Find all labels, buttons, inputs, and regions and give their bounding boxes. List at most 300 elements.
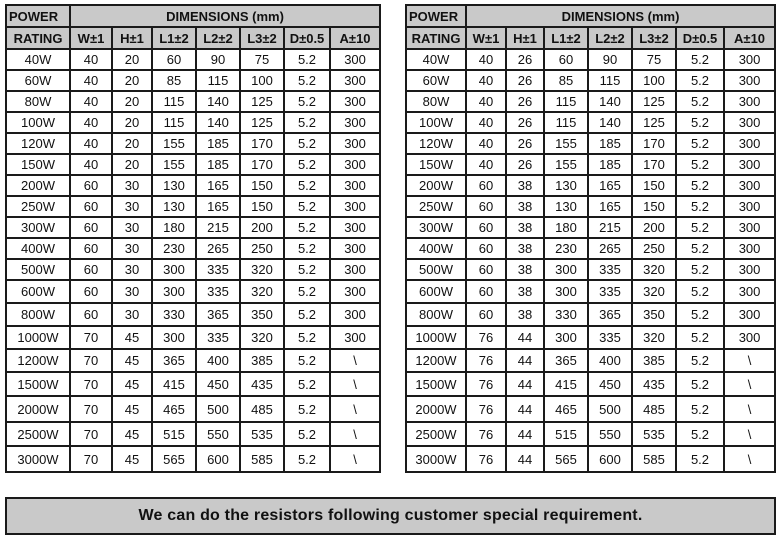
dimension-cell: 300 (330, 70, 380, 91)
dimension-cell: 140 (588, 91, 632, 112)
dimension-cell: 75 (632, 49, 676, 70)
dimension-cell: 500 (196, 396, 240, 422)
power-rating-cell: 60W (406, 70, 466, 91)
dimension-cell: 300 (724, 238, 775, 259)
dimension-cell: 5.2 (676, 91, 724, 112)
dimension-cell: 365 (152, 349, 196, 372)
dimension-cell: 185 (196, 133, 240, 154)
dimension-cell: 125 (632, 91, 676, 112)
table-row (6, 280, 380, 303)
dimension-cell: 330 (152, 303, 196, 326)
power-rating-cell: 1000W (6, 326, 70, 349)
dimension-cell: 300 (724, 133, 775, 154)
footer-note: We can do the resistors following customer special requirement. (5, 497, 776, 535)
dimension-cell: 60 (70, 238, 112, 259)
dimension-cell: 40 (466, 112, 506, 133)
table-row (406, 349, 775, 372)
dimension-cell: 26 (506, 112, 544, 133)
dimension-cell: 30 (112, 196, 152, 217)
dimension-cell: 300 (724, 259, 775, 280)
dimension-cell: 320 (632, 259, 676, 280)
table-row (6, 91, 380, 112)
dimension-cell: 465 (544, 396, 588, 422)
power-header: POWER (6, 5, 70, 27)
dimension-cell: 125 (632, 112, 676, 133)
dimension-cell: 125 (240, 91, 284, 112)
dimension-cell: 400 (588, 349, 632, 372)
dimension-cell: 300 (724, 70, 775, 91)
power-rating-cell: 500W (406, 259, 466, 280)
dimension-cell: 350 (632, 303, 676, 326)
dimension-cell: \ (330, 349, 380, 372)
dimension-cell: 76 (466, 422, 506, 446)
dimension-cell: 60 (70, 217, 112, 238)
dimension-cell: 250 (632, 238, 676, 259)
dimension-cell: 300 (544, 259, 588, 280)
table-row (406, 217, 775, 238)
dimension-cell: 20 (112, 49, 152, 70)
col-header: H±1 (112, 27, 152, 49)
table-row (406, 196, 775, 217)
dimension-cell: 40 (70, 154, 112, 175)
dimension-cell: 20 (112, 112, 152, 133)
dimension-cell: 300 (330, 303, 380, 326)
dimension-cell: 465 (152, 396, 196, 422)
col-header: L1±2 (544, 27, 588, 49)
dimension-cell: 385 (632, 349, 676, 372)
power-rating-cell: 600W (406, 280, 466, 303)
col-header: D±0.5 (284, 27, 330, 49)
dimension-cell: 60 (466, 196, 506, 217)
dimension-cell: 130 (152, 196, 196, 217)
dimension-cell: 5.2 (284, 49, 330, 70)
dimension-cell: 350 (240, 303, 284, 326)
dimension-cell: 5.2 (284, 91, 330, 112)
power-rating-cell: 80W (406, 91, 466, 112)
dimension-cell: 38 (506, 196, 544, 217)
dimension-cell: \ (330, 446, 380, 472)
dimension-cell: 215 (588, 217, 632, 238)
dimension-cell: 5.2 (284, 396, 330, 422)
dimension-cell: 335 (588, 259, 632, 280)
table-row (6, 196, 380, 217)
dimension-cell: 5.2 (676, 280, 724, 303)
dimension-cell: 115 (544, 112, 588, 133)
dimension-cell: 515 (152, 422, 196, 446)
power-rating-cell: 300W (6, 217, 70, 238)
dimension-cell: 5.2 (676, 303, 724, 326)
dimension-cell: 600 (588, 446, 632, 472)
dimension-cell: 300 (544, 280, 588, 303)
power-header: POWER (406, 5, 466, 27)
dimension-cell: 565 (152, 446, 196, 472)
dimension-cell: 76 (466, 349, 506, 372)
power-rating-cell: 1200W (406, 349, 466, 372)
power-rating-cell: 2000W (406, 396, 466, 422)
table-row (6, 372, 380, 396)
dimension-cell: \ (330, 372, 380, 396)
dimension-cell: \ (330, 396, 380, 422)
dimension-cell: 76 (466, 446, 506, 472)
dimension-cell: 115 (152, 91, 196, 112)
dimension-cell: 70 (70, 396, 112, 422)
dimension-cell: 60 (152, 49, 196, 70)
col-header: W±1 (70, 27, 112, 49)
dimension-cell: 45 (112, 349, 152, 372)
dimension-cell: 565 (544, 446, 588, 472)
power-rating-cell: 2500W (6, 422, 70, 446)
dimension-cell: 150 (632, 175, 676, 196)
dimension-cell: \ (724, 396, 775, 422)
dimension-cell: 5.2 (284, 326, 330, 349)
table-row (6, 49, 380, 70)
dimension-cell: 485 (240, 396, 284, 422)
dimension-cell: 5.2 (284, 217, 330, 238)
dimension-cell: 300 (544, 326, 588, 349)
dimension-cell: 320 (632, 326, 676, 349)
power-rating-cell: 120W (6, 133, 70, 154)
dimension-cell: 5.2 (284, 349, 330, 372)
table-row (6, 326, 380, 349)
power-rating-cell: 150W (406, 154, 466, 175)
dimension-cell: 5.2 (284, 280, 330, 303)
spec-table-left (5, 4, 381, 473)
dimension-cell: 26 (506, 154, 544, 175)
dimension-cell: 300 (152, 280, 196, 303)
table-row (406, 133, 775, 154)
dimension-cell: 185 (588, 133, 632, 154)
table-row (406, 446, 775, 472)
power-rating-cell: 40W (6, 49, 70, 70)
dimension-cell: 415 (152, 372, 196, 396)
dimension-cell: \ (724, 349, 775, 372)
dimension-cell: \ (724, 372, 775, 396)
power-rating-cell: 250W (6, 196, 70, 217)
dimension-cell: 330 (544, 303, 588, 326)
dimension-cell: 60 (70, 196, 112, 217)
dimension-cell: 300 (724, 112, 775, 133)
spec-table-right (405, 4, 776, 473)
dimension-cell: 180 (152, 217, 196, 238)
dimension-cell: 300 (330, 154, 380, 175)
table-row (406, 238, 775, 259)
dimension-cell: 170 (240, 154, 284, 175)
dimension-cell: 535 (240, 422, 284, 446)
dimension-cell: 300 (330, 259, 380, 280)
dimension-cell: 5.2 (284, 196, 330, 217)
col-header: L1±2 (152, 27, 196, 49)
dimension-cell: \ (330, 422, 380, 446)
dimension-cell: 115 (544, 91, 588, 112)
power-rating-cell: 3000W (6, 446, 70, 472)
power-rating-cell: 120W (406, 133, 466, 154)
power-rating-cell: 2000W (6, 396, 70, 422)
dimension-cell: 20 (112, 91, 152, 112)
dimension-cell: 60 (466, 217, 506, 238)
dimension-cell: 85 (152, 70, 196, 91)
table-row (406, 372, 775, 396)
dimension-cell: 250 (240, 238, 284, 259)
dimension-cell: 40 (70, 70, 112, 91)
col-header: D±0.5 (676, 27, 724, 49)
dimension-cell: 85 (544, 70, 588, 91)
dimension-cell: 300 (724, 326, 775, 349)
power-rating-cell: 400W (406, 238, 466, 259)
dimension-cell: 585 (240, 446, 284, 472)
dimension-cell: 585 (632, 446, 676, 472)
dimension-cell: 180 (544, 217, 588, 238)
dimension-cell: 215 (196, 217, 240, 238)
dimension-cell: 45 (112, 326, 152, 349)
dimension-cell: 335 (196, 326, 240, 349)
dimension-cell: 70 (70, 422, 112, 446)
dimension-cell: 485 (632, 396, 676, 422)
dimension-cell: 115 (152, 112, 196, 133)
dimension-cell: 300 (330, 326, 380, 349)
col-header: L3±2 (240, 27, 284, 49)
dimension-cell: \ (724, 446, 775, 472)
dimension-cell: 30 (112, 238, 152, 259)
power-rating-cell: 40W (406, 49, 466, 70)
dimension-cell: 5.2 (284, 112, 330, 133)
dimension-cell: 5.2 (676, 196, 724, 217)
dimension-cell: 26 (506, 49, 544, 70)
header-row (6, 5, 380, 27)
dimension-cell: 38 (506, 175, 544, 196)
dimension-cell: 300 (330, 217, 380, 238)
dimension-cell: 76 (466, 326, 506, 349)
dimension-cell: 550 (196, 422, 240, 446)
table-row (406, 175, 775, 196)
dimension-cell: 300 (330, 280, 380, 303)
dimension-cell: 5.2 (284, 446, 330, 472)
dimension-cell: 30 (112, 217, 152, 238)
dimension-cell: 30 (112, 303, 152, 326)
dimension-cell: 40 (466, 70, 506, 91)
dimension-cell: 185 (588, 154, 632, 175)
dimension-cell: 38 (506, 303, 544, 326)
dimension-cell: 5.2 (284, 422, 330, 446)
table-row (406, 422, 775, 446)
dimension-cell: 5.2 (676, 372, 724, 396)
dimension-cell: 170 (632, 154, 676, 175)
dimension-cell: 300 (724, 175, 775, 196)
dimension-cell: 140 (588, 112, 632, 133)
table-row (406, 70, 775, 91)
dimension-cell: 300 (724, 303, 775, 326)
table-row (6, 70, 380, 91)
dimension-cell: 170 (632, 133, 676, 154)
power-rating-cell: 200W (406, 175, 466, 196)
dimension-cell: 5.2 (676, 446, 724, 472)
dimension-cell: 40 (466, 133, 506, 154)
table-row (406, 91, 775, 112)
dimension-cell: 155 (152, 154, 196, 175)
dimension-cell: 5.2 (284, 238, 330, 259)
dimension-cell: 100 (240, 70, 284, 91)
table-row (406, 303, 775, 326)
dimension-cell: 5.2 (676, 154, 724, 175)
dimension-cell: 5.2 (676, 396, 724, 422)
dimension-cell: 130 (544, 196, 588, 217)
dimension-cell: 30 (112, 175, 152, 196)
dimension-cell: 70 (70, 446, 112, 472)
dimension-cell: 60 (466, 175, 506, 196)
dimension-cell: 20 (112, 70, 152, 91)
dimension-cell: 40 (70, 91, 112, 112)
dimension-cell: 155 (544, 154, 588, 175)
dimension-cell: 60 (70, 280, 112, 303)
col-header: W±1 (466, 27, 506, 49)
rating-header: RATING (406, 27, 466, 49)
power-rating-cell: 100W (6, 112, 70, 133)
power-rating-cell: 80W (6, 91, 70, 112)
dimension-cell: 300 (330, 49, 380, 70)
dimension-cell: 165 (196, 196, 240, 217)
table-row (406, 154, 775, 175)
dimension-cell: 230 (544, 238, 588, 259)
dimension-cell: 300 (724, 280, 775, 303)
dimension-cell: 265 (196, 238, 240, 259)
dimension-cell: 5.2 (284, 303, 330, 326)
dimension-cell: 38 (506, 259, 544, 280)
dimension-cell: 450 (588, 372, 632, 396)
dimension-cell: 200 (632, 217, 676, 238)
dimension-cell: 335 (588, 326, 632, 349)
dimension-cell: 365 (544, 349, 588, 372)
dimension-cell: 75 (240, 49, 284, 70)
dimension-cell: 200 (240, 217, 284, 238)
dimension-cell: 385 (240, 349, 284, 372)
table-row (6, 422, 380, 446)
dimension-cell: 265 (588, 238, 632, 259)
dimension-cell: 5.2 (284, 154, 330, 175)
dimension-cell: 150 (240, 196, 284, 217)
dimension-cell: 44 (506, 326, 544, 349)
dimension-cell: 70 (70, 372, 112, 396)
dimension-cell: 45 (112, 422, 152, 446)
table-row (6, 349, 380, 372)
power-rating-cell: 400W (6, 238, 70, 259)
dimension-cell: 5.2 (676, 49, 724, 70)
dimension-cell: 60 (544, 49, 588, 70)
dimension-cell: 550 (588, 422, 632, 446)
dimension-cell: 40 (466, 154, 506, 175)
dimension-cell: 115 (588, 70, 632, 91)
rating-header: RATING (6, 27, 70, 49)
dimension-cell: 90 (196, 49, 240, 70)
dimension-cell: 5.2 (676, 133, 724, 154)
table-row (406, 49, 775, 70)
dimension-cell: 5.2 (284, 259, 330, 280)
dimension-cell: 40 (70, 133, 112, 154)
subheader-row (406, 27, 775, 49)
dimension-cell: 40 (70, 112, 112, 133)
dimension-cell: 115 (196, 70, 240, 91)
dimension-cell: 300 (330, 196, 380, 217)
header-row (406, 5, 775, 27)
dimension-cell: 300 (152, 259, 196, 280)
dimension-cell: 5.2 (676, 70, 724, 91)
table-row (6, 112, 380, 133)
power-rating-cell: 600W (6, 280, 70, 303)
dimension-cell: 40 (466, 49, 506, 70)
power-rating-cell: 800W (406, 303, 466, 326)
dimension-cell: 365 (588, 303, 632, 326)
power-rating-cell: 1200W (6, 349, 70, 372)
power-rating-cell: 2500W (406, 422, 466, 446)
table-row (6, 217, 380, 238)
dimension-cell: 300 (152, 326, 196, 349)
subheader-row (6, 27, 380, 49)
table-row (6, 303, 380, 326)
col-header: L3±2 (632, 27, 676, 49)
dimension-cell: 44 (506, 396, 544, 422)
col-header: A±10 (724, 27, 775, 49)
dimension-cell: 230 (152, 238, 196, 259)
dimension-cell: 130 (152, 175, 196, 196)
dimension-cell: 600 (196, 446, 240, 472)
dimension-cell: 170 (240, 133, 284, 154)
dimension-cell: 140 (196, 91, 240, 112)
table-body (6, 5, 380, 472)
col-header: L2±2 (588, 27, 632, 49)
dimension-cell: 26 (506, 133, 544, 154)
dimension-cell: 70 (70, 326, 112, 349)
power-rating-cell: 1000W (406, 326, 466, 349)
dimension-cell: 155 (152, 133, 196, 154)
dimension-cell: 150 (632, 196, 676, 217)
dimension-cell: 100 (632, 70, 676, 91)
table-row (406, 259, 775, 280)
power-rating-cell: 500W (6, 259, 70, 280)
dimension-cell: 40 (70, 49, 112, 70)
dimension-cell: 44 (506, 372, 544, 396)
col-header: H±1 (506, 27, 544, 49)
dimension-cell: 38 (506, 238, 544, 259)
dimension-cell: 5.2 (284, 133, 330, 154)
table-row (6, 175, 380, 196)
table-row (6, 133, 380, 154)
dimension-cell: 300 (330, 238, 380, 259)
table-row (406, 326, 775, 349)
dimension-cell: 320 (240, 326, 284, 349)
table-row (406, 112, 775, 133)
power-rating-cell: 300W (406, 217, 466, 238)
dimension-cell: 130 (544, 175, 588, 196)
power-rating-cell: 800W (6, 303, 70, 326)
dimension-cell: 70 (70, 349, 112, 372)
dimension-cell: 515 (544, 422, 588, 446)
dimension-cell: 5.2 (284, 70, 330, 91)
table-row (6, 396, 380, 422)
dimension-cell: 335 (196, 259, 240, 280)
power-rating-cell: 200W (6, 175, 70, 196)
power-rating-cell: 150W (6, 154, 70, 175)
table-body (406, 5, 775, 472)
dimension-cell: 60 (466, 280, 506, 303)
dimension-cell: 45 (112, 396, 152, 422)
dimension-cell: 365 (196, 303, 240, 326)
dimension-cell: 30 (112, 259, 152, 280)
dimensions-header: DIMENSIONS (mm) (70, 5, 380, 27)
dimension-cell: 155 (544, 133, 588, 154)
power-rating-cell: 1500W (6, 372, 70, 396)
dimension-cell: 5.2 (676, 238, 724, 259)
dimension-cell: 5.2 (284, 175, 330, 196)
dimension-cell: 5.2 (676, 259, 724, 280)
table-row (6, 259, 380, 280)
